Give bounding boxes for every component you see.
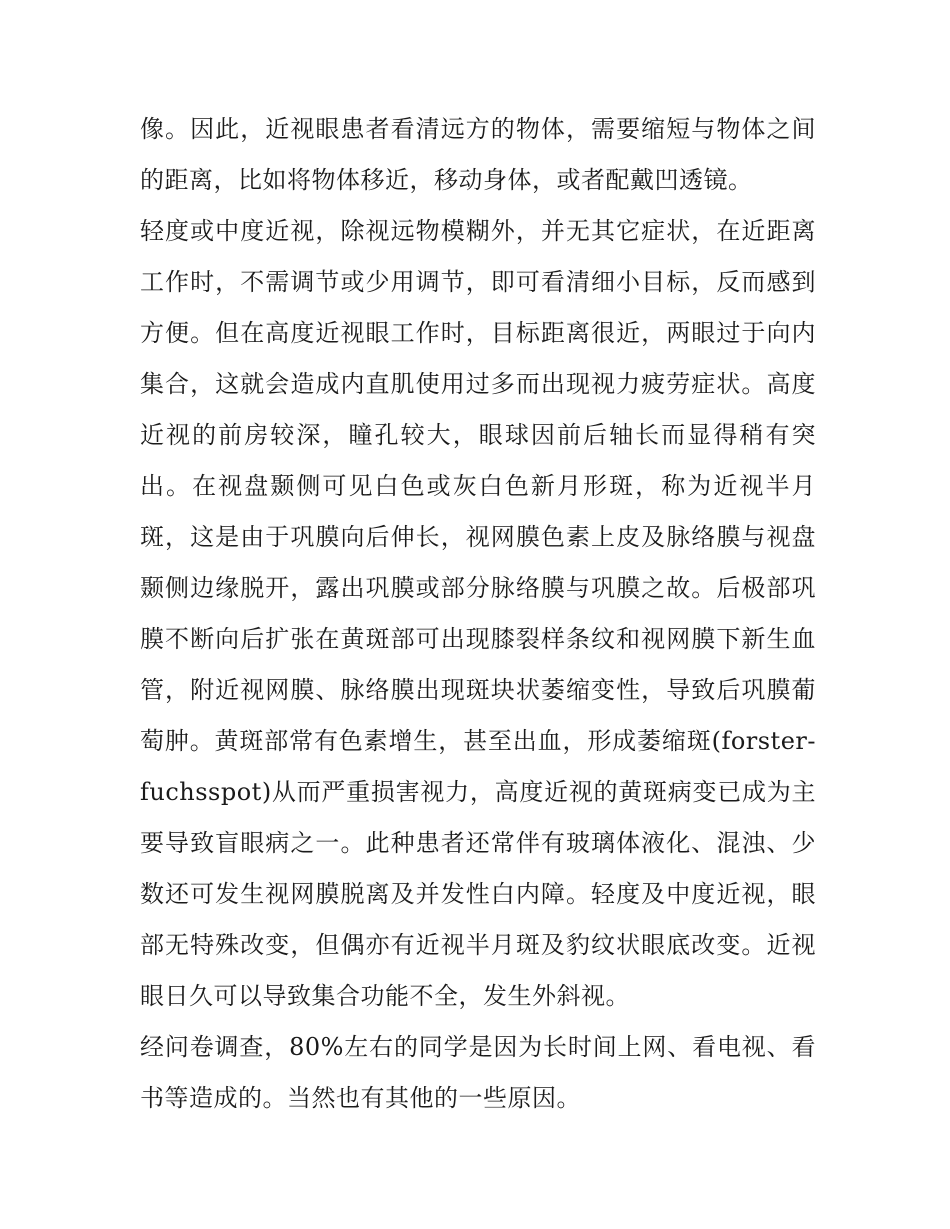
paragraph-survey: 经问卷调查，80%左右的同学是因为长时间上网、看电视、看书等造成的。当然也有其他的一些原因。 [140,1033,816,1112]
paragraph-symptoms: 轻度或中度近视，除视远物模糊外，并无其它症状，在近距离工作时，不需调节或少用调节，即可看清细小目标，反而感到方便。但在高度近视眼工作时，目标距离很近，两眼过于向内集合，这就会造成内直肌使用过多而出现视力疲劳症状。高度近视的前房较深，瞳孔较大，眼球因前后轴长而显得稍有突出。在视盘颞侧可见白色或灰白色新月形斑，称为近视半月斑，这是由于巩膜向后伸长，视网膜色素上皮及脉络膜与视盘颞侧边缘脱开，露出巩膜或部分脉络膜与巩膜之故。后极部巩膜不断向后扩张在黄斑部可出现膝裂样条纹和视网膜下新生血管，附近视网膜、脉络膜出现斑块状萎缩变性，导致后巩膜葡萄肿。黄斑部常有色素增生，甚至出血，形成萎缩斑(forster-fuchsspot)从而严重损害视力，高度近视的黄斑病变已成为主要导致盲眼病之一。此种患者还常伴有玻璃体液化、混浊、少数还可发生视网膜脱离及并发性白内障。轻度及中度近视，眼部无特殊改变，但偶亦有近视半月斑及豹纹状眼底改变。近视眼日久可以导致集合功能不全，发生外斜视。 [140,217,816,1010]
paragraph-intro-continuation: 像。因此，近视眼患者看清远方的物体，需要缩短与物体之间的距离，比如将物体移近，移动身体，或者配戴凹透镜。 [140,115,816,194]
document-body [140,104,816,1124]
